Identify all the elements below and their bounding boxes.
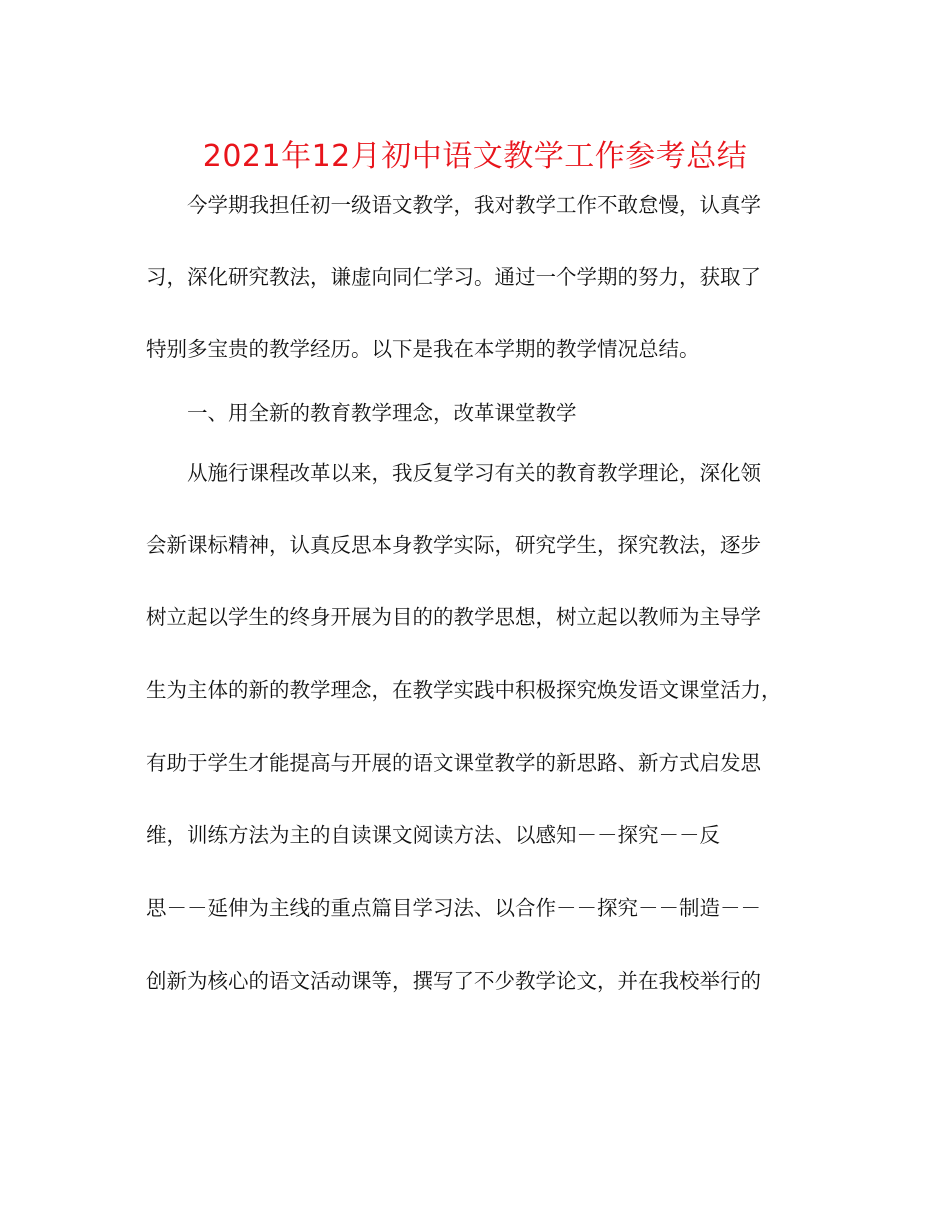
document-title: 2021年12月初中语文教学工作参考总结	[202, 139, 748, 174]
paragraph-line: 习，深化研究教法，谦虚向同仁学习。通过一个学期的努力，获取了	[146, 265, 761, 289]
paragraph-line: 特别多宝贵的教学经历。以下是我在本学期的教学情况总结。	[146, 337, 700, 361]
paragraph-line: 思－－延伸为主线的重点篇目学习法、以合作－－探究－－制造－－	[146, 896, 761, 920]
paragraph-line: 今学期我担任初一级语文教学，我对教学工作不敢怠慢，认真学	[187, 193, 761, 217]
paragraph-line: 会新课标精神，认真反思本身教学实际，研究学生，探究教法，逐步	[146, 533, 761, 557]
paragraph-line: 维，训练方法为主的自读课文阅读方法、以感知－－探究－－反	[146, 823, 720, 847]
paragraph-line: 树立起以学生的终身开展为目的的教学思想，树立起以教师为主导学	[146, 605, 761, 629]
paragraph-line: 创新为核心的语文活动课等，撰写了不少教学论文，并在我校举行的	[146, 969, 761, 993]
paragraph-line: 生为主体的新的教学理念，在教学实践中积极探究焕发语文课堂活力，	[146, 678, 782, 702]
paragraph-line: 有助于学生才能提高与开展的语文课堂教学的新思路、新方式启发思	[146, 751, 761, 775]
section-heading: 一、用全新的教育教学理念，改革课堂教学	[187, 401, 577, 425]
paragraph-line: 从施行课程改革以来，我反复学习有关的教育教学理论，深化领	[187, 461, 761, 485]
